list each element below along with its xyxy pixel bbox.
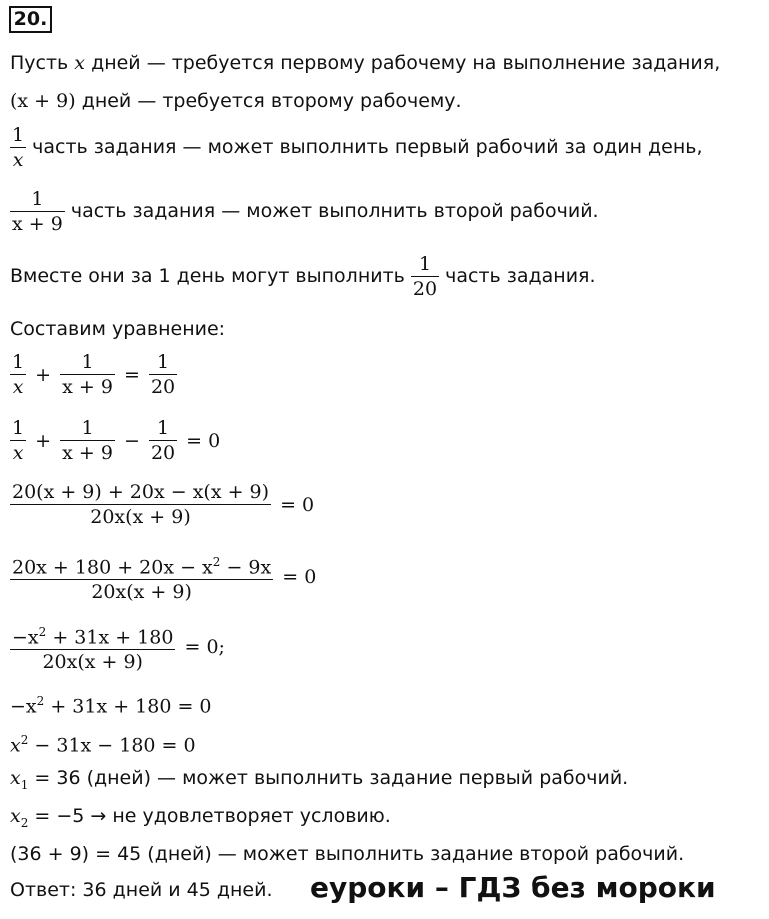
rate2-line — [10, 187, 599, 236]
answer-line: Ответ: 36 дней и 45 дней. — [10, 879, 273, 901]
fraction: $\frac{1}{x + 9}$ — [62, 351, 113, 398]
expr-x-plus-9: (x + 9) — [10, 90, 76, 112]
equation-1 — [10, 350, 177, 399]
fraction-1-over-x — [10, 123, 26, 172]
rate1-text: часть задания — может выполнить первый рабочий за один день, — [32, 136, 703, 158]
fraction: $\frac{1}{x + 9}$ — [62, 417, 113, 464]
fraction: $\frac{1}{x}$ — [12, 351, 25, 398]
numerator: 1 — [12, 124, 25, 146]
plus-sign: + — [35, 363, 52, 386]
fraction-1-over-x-plus-9 — [10, 187, 65, 236]
intro-line-1 — [10, 50, 720, 76]
intro-text-rest: дней — требуется первому рабочему на выполнение задания, — [91, 52, 721, 74]
intro-line-2 — [10, 88, 462, 114]
intro-text: Пусть — [10, 52, 69, 74]
together-text: Вместе они за 1 день могут выполнить — [10, 265, 405, 287]
fraction: $\frac{1}{20}$ — [150, 417, 176, 464]
equals-sign: = — [123, 363, 140, 386]
denominator: 20 — [412, 278, 438, 300]
variable-x: x — [74, 52, 86, 74]
fraction: $\frac{1}{20}$ — [150, 351, 176, 398]
fraction: $\frac{20(x + 9) + 20x - x(x + 9)}{20x(x + 9)}$ — [12, 481, 270, 528]
rate2-text: часть задания — может выполнить второй рабочий. — [70, 200, 599, 222]
equation-5 — [10, 620, 228, 674]
fraction-1-over-20 — [411, 252, 439, 301]
denominator: x + 9 — [12, 213, 63, 235]
together-text-end: часть задания. — [445, 265, 596, 287]
equation-rhs: = 0; — [184, 636, 225, 659]
equation-rhs: = 0 — [282, 566, 317, 589]
intro-text-2: дней — требуется второму рабочему. — [81, 90, 462, 112]
together-line — [10, 252, 596, 301]
numerator: 1 — [31, 188, 44, 210]
equation-7: $x^2 - 31x - 180 = 0$ — [10, 733, 196, 757]
watermark-text: еуроки – ГДЗ без мороки — [310, 871, 716, 904]
plus-sign: + — [35, 429, 52, 452]
equation-4 — [10, 550, 319, 604]
root-2: $x_2 = -5$ → не удовлетворяет условию. — [10, 805, 391, 830]
minus-sign: − — [123, 429, 140, 452]
second-worker-line: (36 + 9) = 45 (дней) — может выполнить задание второй рабочий. — [10, 843, 685, 865]
setup-heading: Составим уравнение: — [10, 318, 226, 340]
root-1: $x_1 = 36$ (дней) — может выполнить задание первый рабочий. — [10, 767, 629, 792]
equation-rhs: = 0 — [186, 429, 221, 452]
equation-2 — [10, 416, 223, 465]
numerator: 1 — [418, 253, 432, 275]
fraction: $\frac{1}{x}$ — [12, 417, 25, 464]
equation-3 — [10, 480, 317, 529]
equation-rhs: = 0 — [280, 493, 315, 516]
equation-6: $-x^2 + 31x + 180 = 0$ — [10, 694, 212, 718]
problem-number: 20. — [9, 6, 52, 33]
fraction: $\frac{20x + 180 + 20x - x^2 - 9x}{20x(x + 9)}$ — [12, 555, 272, 604]
fraction: $\frac{-x^2 + 31x + 180}{20x(x + 9)}$ — [12, 625, 174, 674]
rate1-line — [10, 123, 703, 172]
denominator: x — [10, 147, 26, 172]
